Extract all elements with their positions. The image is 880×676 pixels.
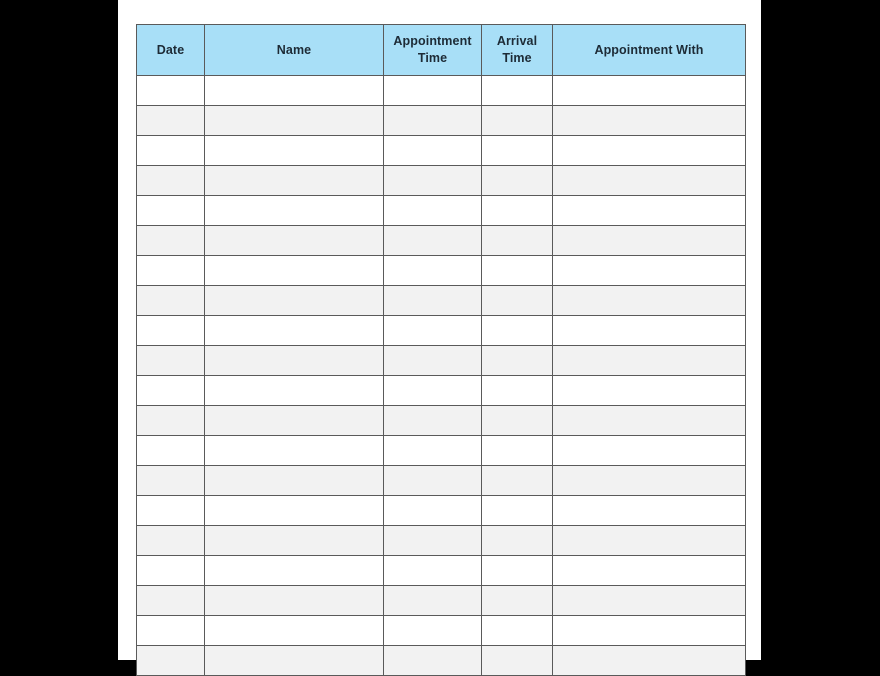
table-cell-appointment_with[interactable]	[553, 556, 746, 586]
table-cell-name[interactable]	[205, 436, 384, 466]
table-cell-arrival_time[interactable]	[482, 586, 553, 616]
table-row	[137, 166, 746, 196]
table-row	[137, 286, 746, 316]
table-cell-appointment_time[interactable]	[384, 616, 482, 646]
table-cell-appointment_with[interactable]	[553, 286, 746, 316]
table-cell-date[interactable]	[137, 76, 205, 106]
column-header-appointment_with	[553, 25, 746, 76]
table-cell-date[interactable]	[137, 406, 205, 436]
table-cell-name[interactable]	[205, 616, 384, 646]
table-cell-date[interactable]	[137, 106, 205, 136]
table-cell-appointment_with[interactable]	[553, 256, 746, 286]
column-header-label-appointment_with: Appointment With	[594, 42, 704, 57]
letterbox-bar-left	[0, 0, 118, 660]
table-cell-date[interactable]	[137, 196, 205, 226]
table-cell-arrival_time[interactable]	[482, 496, 553, 526]
table-cell-arrival_time[interactable]	[482, 406, 553, 436]
table-cell-date[interactable]	[137, 436, 205, 466]
table-cell-date[interactable]	[137, 556, 205, 586]
table-cell-appointment_with[interactable]	[553, 136, 746, 166]
table-cell-appointment_time[interactable]	[384, 406, 482, 436]
table-cell-date[interactable]	[137, 256, 205, 286]
table-cell-name[interactable]	[205, 286, 384, 316]
table-cell-appointment_time[interactable]	[384, 556, 482, 586]
table-cell-appointment_time[interactable]	[384, 496, 482, 526]
table-header-row	[137, 25, 746, 76]
table-row	[137, 496, 746, 526]
column-header-label-arrival_time: Arrival Time	[496, 34, 538, 65]
table-cell-arrival_time[interactable]	[482, 106, 553, 136]
table-cell-date[interactable]	[137, 496, 205, 526]
table-cell-arrival_time[interactable]	[482, 616, 553, 646]
table-cell-name[interactable]	[205, 586, 384, 616]
table-cell-name[interactable]	[205, 256, 384, 286]
column-header-label-name: Name	[276, 42, 312, 57]
table-cell-date[interactable]	[137, 526, 205, 556]
table-cell-name[interactable]	[205, 646, 384, 676]
table-cell-appointment_time[interactable]	[384, 376, 482, 406]
table-cell-name[interactable]	[205, 556, 384, 586]
table-cell-date[interactable]	[137, 286, 205, 316]
table-row	[137, 196, 746, 226]
table-cell-appointment_with[interactable]	[553, 466, 746, 496]
column-header-appointment_time	[384, 25, 482, 76]
table-cell-arrival_time[interactable]	[482, 436, 553, 466]
table-cell-date[interactable]	[137, 466, 205, 496]
column-header-date	[137, 25, 205, 76]
table-cell-appointment_time[interactable]	[384, 346, 482, 376]
table-cell-arrival_time[interactable]	[482, 286, 553, 316]
table-cell-name[interactable]	[205, 406, 384, 436]
table-cell-date[interactable]	[137, 346, 205, 376]
table-row	[137, 376, 746, 406]
table-cell-appointment_with[interactable]	[553, 646, 746, 676]
table-row	[137, 556, 746, 586]
table-cell-appointment_time[interactable]	[384, 106, 482, 136]
table-row	[137, 616, 746, 646]
table-cell-date[interactable]	[137, 316, 205, 346]
table-header	[137, 25, 746, 76]
table-cell-appointment_with[interactable]	[553, 226, 746, 256]
table-cell-name[interactable]	[205, 346, 384, 376]
table-cell-name[interactable]	[205, 76, 384, 106]
table-cell-appointment_with[interactable]	[553, 496, 746, 526]
table-row	[137, 406, 746, 436]
table-cell-arrival_time[interactable]	[482, 466, 553, 496]
table-cell-name[interactable]	[205, 136, 384, 166]
table-row	[137, 256, 746, 286]
table-cell-appointment_with[interactable]	[553, 76, 746, 106]
table-cell-date[interactable]	[137, 376, 205, 406]
table-cell-appointment_with[interactable]	[553, 436, 746, 466]
table-row	[137, 466, 746, 496]
table-cell-appointment_time[interactable]	[384, 286, 482, 316]
table-cell-name[interactable]	[205, 526, 384, 556]
table-cell-name[interactable]	[205, 316, 384, 346]
table-row	[137, 106, 746, 136]
table-cell-arrival_time[interactable]	[482, 226, 553, 256]
table-cell-appointment_with[interactable]	[553, 106, 746, 136]
table-cell-appointment_with[interactable]	[553, 526, 746, 556]
column-header-label-date: Date	[156, 42, 185, 57]
table-cell-arrival_time[interactable]	[482, 76, 553, 106]
table-cell-name[interactable]	[205, 466, 384, 496]
table-cell-appointment_time[interactable]	[384, 436, 482, 466]
table-cell-date[interactable]	[137, 586, 205, 616]
table-row	[137, 436, 746, 466]
table-cell-appointment_time[interactable]	[384, 526, 482, 556]
table-body	[137, 76, 746, 676]
table-cell-arrival_time[interactable]	[482, 256, 553, 286]
table-row	[137, 76, 746, 106]
table-cell-arrival_time[interactable]	[482, 166, 553, 196]
table-cell-appointment_with[interactable]	[553, 346, 746, 376]
table-cell-name[interactable]	[205, 196, 384, 226]
table-row	[137, 226, 746, 256]
table-cell-appointment_time[interactable]	[384, 166, 482, 196]
letterbox-bar-right	[761, 0, 880, 660]
table-cell-appointment_with[interactable]	[553, 166, 746, 196]
appointment-log-table	[136, 24, 746, 676]
table-cell-appointment_with[interactable]	[553, 406, 746, 436]
table-cell-appointment_time[interactable]	[384, 466, 482, 496]
document-page	[118, 0, 761, 660]
table-cell-date[interactable]	[137, 166, 205, 196]
table-cell-arrival_time[interactable]	[482, 556, 553, 586]
table-cell-arrival_time[interactable]	[482, 196, 553, 226]
table-cell-appointment_time[interactable]	[384, 76, 482, 106]
table-cell-appointment_time[interactable]	[384, 226, 482, 256]
table-row	[137, 646, 746, 676]
table-row	[137, 586, 746, 616]
table-cell-name[interactable]	[205, 166, 384, 196]
table-cell-appointment_time[interactable]	[384, 316, 482, 346]
table-cell-name[interactable]	[205, 496, 384, 526]
column-header-arrival_time	[482, 25, 553, 76]
table-cell-appointment_with[interactable]	[553, 316, 746, 346]
table-row	[137, 316, 746, 346]
table-cell-arrival_time[interactable]	[482, 376, 553, 406]
table-cell-appointment_with[interactable]	[553, 586, 746, 616]
table-cell-arrival_time[interactable]	[482, 526, 553, 556]
table-cell-appointment_time[interactable]	[384, 196, 482, 226]
table-cell-name[interactable]	[205, 106, 384, 136]
table-cell-date[interactable]	[137, 136, 205, 166]
table-cell-appointment_time[interactable]	[384, 136, 482, 166]
table-cell-name[interactable]	[205, 376, 384, 406]
table-row	[137, 526, 746, 556]
table-cell-arrival_time[interactable]	[482, 316, 553, 346]
column-header-label-appointment_time: Appointment Time	[393, 34, 472, 65]
table-cell-date[interactable]	[137, 646, 205, 676]
column-header-name	[205, 25, 384, 76]
table-cell-appointment_time[interactable]	[384, 586, 482, 616]
table-cell-appointment_with[interactable]	[553, 196, 746, 226]
table-cell-date[interactable]	[137, 616, 205, 646]
table-row	[137, 136, 746, 166]
table-cell-appointment_time[interactable]	[384, 646, 482, 676]
table-cell-appointment_with[interactable]	[553, 616, 746, 646]
table-cell-date[interactable]	[137, 226, 205, 256]
table-row	[137, 346, 746, 376]
appointment-log-table-wrapper	[136, 24, 745, 676]
table-cell-arrival_time[interactable]	[482, 136, 553, 166]
table-cell-arrival_time[interactable]	[482, 646, 553, 676]
table-cell-arrival_time[interactable]	[482, 346, 553, 376]
table-cell-appointment_with[interactable]	[553, 376, 746, 406]
table-cell-name[interactable]	[205, 226, 384, 256]
table-cell-appointment_time[interactable]	[384, 256, 482, 286]
